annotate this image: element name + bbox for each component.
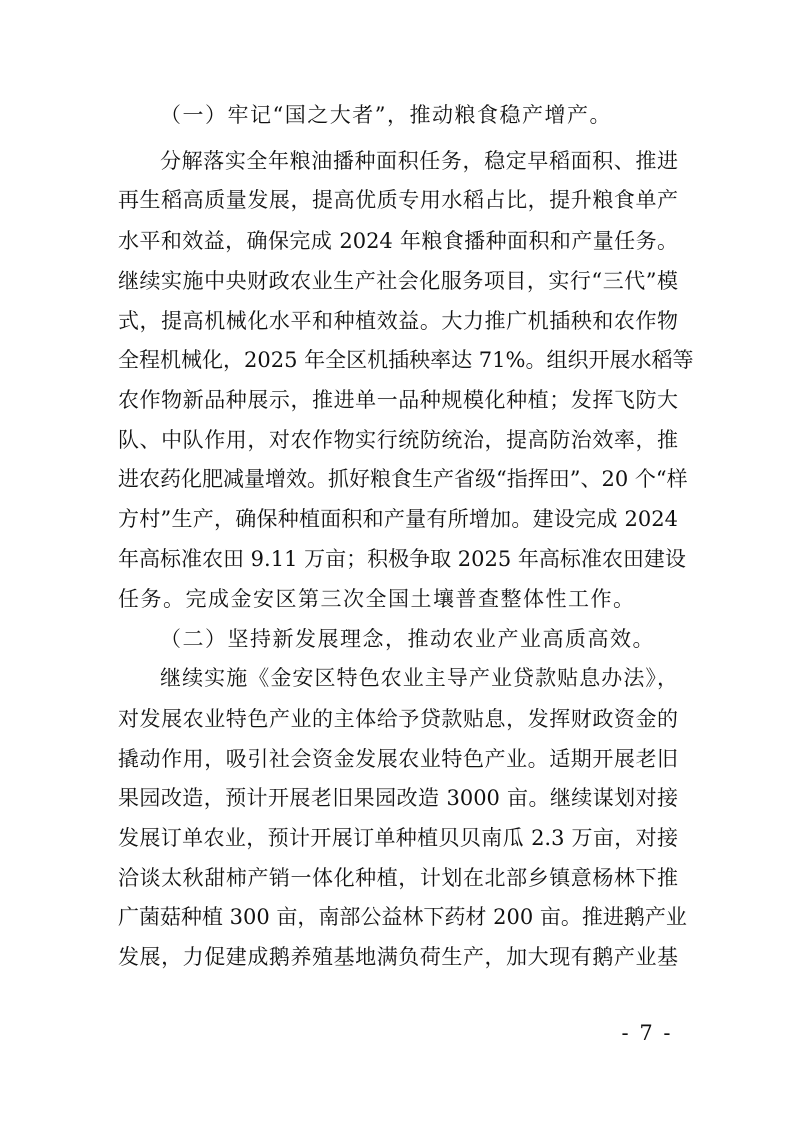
paragraph-line: 再生稻高质量发展，提高优质专用水稻占比，提升粮食单产 <box>118 188 678 212</box>
section-heading-1: （一）牢记“国之大者”，推动粮食稳产增产。 <box>160 103 612 127</box>
paragraph-line: 发展订单农业，预计开展订单种植贝贝南瓜 2.3 万亩，对接 <box>118 826 678 850</box>
paragraph-line: 任务。完成金安区第三次全国土壤普查整体性工作。 <box>118 587 636 611</box>
paragraph-line: 农作物新品种展示，推进单一品种规模化种植；发挥飞防大 <box>118 388 678 412</box>
paragraph-line: 果园改造，预计开展老旧果园改造 3000 亩。继续谋划对接 <box>118 786 678 810</box>
paragraph-line: 继续实施《金安区特色农业主导产业贷款贴息办法》， <box>160 666 678 690</box>
paragraph-line: 发展，力促建成鹅养殖基地满负荷生产，加大现有鹅产业基 <box>118 945 678 969</box>
paragraph-line: 全程机械化，2025 年全区机插秧率达 71%。组织开展水稻等 <box>118 348 694 372</box>
paragraph-line: 广菌菇种植 300 亩，南部公益林下药材 200 亩。推进鹅产业 <box>118 905 687 929</box>
paragraph-line: 方村”生产，确保种植面积和产量有所增加。建设完成 2024 <box>118 507 678 531</box>
paragraph-line: 水平和效益，确保完成 2024 年粮食播种面积和产量任务。 <box>118 229 678 253</box>
paragraph-line: 继续实施中央财政农业生产社会化服务项目，实行“三代”模 <box>118 269 678 293</box>
paragraph-line: 对发展农业特色产业的主体给予贷款贴息，发挥财政资金的 <box>118 707 678 731</box>
paragraph-line: 式，提高机械化水平和种植效益。大力推广机插秧和农作物 <box>118 309 678 333</box>
page-number: - 7 - <box>621 1021 673 1045</box>
paragraph-line: 队、中队作用，对农作物实行统防统治，提高防治效率，推 <box>118 428 678 452</box>
section-heading-2: （二）坚持新发展理念，推动农业产业高质高效。 <box>160 627 655 651</box>
paragraph-line: 撬动作用，吸引社会资金发展农业特色产业。适期开展老旧 <box>118 747 678 771</box>
paragraph-line: 分解落实全年粮油播种面积任务，稳定早稻面积、推进 <box>160 149 678 173</box>
paragraph-line: 年高标准农田 9.11 万亩；积极争取 2025 年高标准农田建设 <box>118 547 686 571</box>
paragraph-line: 进农药化肥减量增效。抓好粮食生产省级“指挥田”、20 个“样 <box>118 467 688 491</box>
paragraph-line: 洽谈太秋甜柿产销一体化种植，计划在北部乡镇意杨林下推 <box>118 866 678 890</box>
